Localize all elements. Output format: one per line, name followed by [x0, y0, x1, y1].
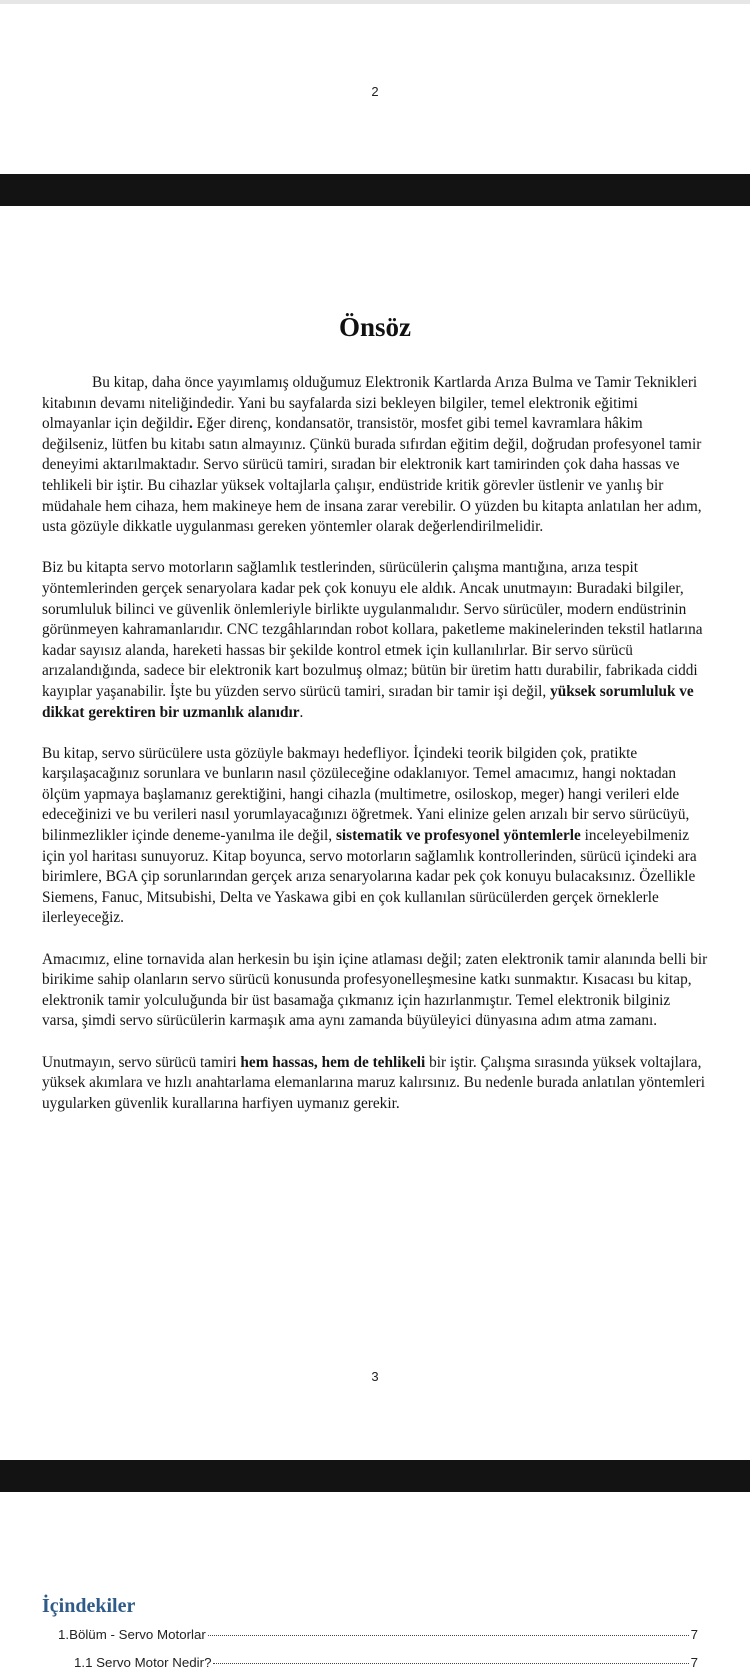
- preface-paragraph: [42, 1053, 708, 1115]
- page-separator-band: [0, 1460, 750, 1492]
- paragraph-text: Biz bu kitapta servo motorların sağlamlık testlerinden, sürücülerin çalışma mantığına, arıza tespit yöntemlerinden gerçek senaryolara kadar pek çok konuyu ele aldık. Ancak unutmayın: Buradaki bilgiler, sorumluluk bilinci ve güvenlik önlemleriyle birlikte uygulanmalıdır. Servo sürücüler, modern endüstrinin görünmeyen kahramanlarıdır. CNC tezgâhlarından robot kollara, paketleme makinelerinden tekstil hatlarına kadar sayısız alanda, hareketi hassas bir şekilde kontrol etmek için kullanılırlar. Bir servo sürücü arızalandığında, sadece bir elektronik kart bozulmuş olmaz; bütün bir üretim hattı durabilir, fabrikada ciddi kayıplar yaşanabilir. İşte bu yüzden servo sürücü tamiri, sıradan bir tamir işi değil,: [42, 559, 703, 700]
- page-separator-band: [0, 174, 750, 206]
- preface-title: Önsöz: [338, 312, 411, 342]
- page-number-top: 2: [371, 84, 379, 99]
- toc-entry-page: 7: [690, 1627, 698, 1642]
- preface-paragraph: [42, 558, 708, 723]
- paragraph-text: .: [299, 703, 304, 721]
- toc-entry-label: 1.Bölüm - Servo Motorlar: [58, 1627, 206, 1642]
- toc-dot-leader: [208, 1635, 689, 1636]
- emphasized-text: sistematik ve profesyonel yöntemlerle: [335, 827, 581, 845]
- emphasized-text: .: [188, 415, 193, 433]
- toc-entry-label: 1.1 Servo Motor Nedir?: [74, 1655, 212, 1670]
- paragraph-text: Eğer direnç, kondansatör, transistör, mosfet gibi temel kavramlara hâkim değilseniz, lütfen bu kitabı satın almayınız. Çünkü burada sıfırdan eğitim değil, doğrudan profesyonel tamir deneyimi aktarılmaktadır. Servo sürücü tamiri, sıradan bir elektronik kart tamirinden çok daha hassas ve tehlikeli bir iştir. Bu cihazlar yüksek voltajlarla çalışır, endüstride kritik görevler üstlenir ve yanlış bir müdahale hem cihaza, hem makineye hem de insana zarar verebilir. O yüzden bu kitapta anlatılan her adım, usta gözüyle dikkatle uygulanması gereken yöntemler olarak değerlendirilmelidir.: [42, 415, 702, 536]
- page-top-edge: [0, 0, 750, 4]
- preface-paragraph: [42, 373, 708, 538]
- paragraph-text: Bu kitap, daha önce yayımlamış olduğumuz Elektronik Kartlarda Arıza Bulma ve Tamir Teknikleri kitabının devamı niteliğindedir. Yani bu sayfalarda sizi bekleyen bilgiler, temel elektronik eğitimi olmayanlar için değildir: [42, 374, 698, 433]
- page-number-middle: 3: [371, 1369, 379, 1384]
- toc-title: İçindekiler: [42, 1595, 136, 1617]
- paragraph-text: inceleyebilmeniz için yol haritası sunuyoruz. Kitap boyunca, servo motorların sağlamlık kontrollerinden, sürücü içindeki ara birimlere, BGA çip sorunlarından gerçek arıza senaryolarına kadar pek çok konuyu bulacaksınız. Özellikle Siemens, Fanuc, Mitsubishi, Delta ve Yaskawa gibi en çok kullanılan sürücülerden gerçek örneklerle ilerleyeceğiz.: [42, 827, 697, 927]
- toc-entry[interactable]: [74, 1655, 698, 1670]
- toc-entry[interactable]: [58, 1627, 698, 1642]
- paragraph-text: Amacımız, eline tornavida alan herkesin bu işin içine atlaması değil; zaten elektronik tamir alanında belli bir birikime sahip olanların servo sürücü konusunda profesyonelleşmesine katkı sunmaktır. Kısacası bu kitap, elektronik tamir yolculuğunda bir üst basamağa çıkmanız için hazırlanmıştır. Temel elektronik bilginiz varsa, şimdi servo sürücülerin karmaşık ama aynı zamanda büyüleyici dünyasına adım atma zamanı.: [42, 950, 708, 1030]
- toc-dot-leader: [213, 1663, 688, 1664]
- emphasized-text: hem hassas, hem de tehlikeli: [240, 1053, 426, 1071]
- paragraph-text: Unutmayın, servo sürücü tamiri: [42, 1053, 241, 1071]
- paragraph-text: bir iştir. Çalışma sırasında yüksek voltajlara, yüksek akımlara ve hızlı anahtarlama elemanlarına maruz kalırsınız. Bu nedenle burada anlatılan yöntemleri uygularken güvenlik kurallarına harfiyen uymanız gerekir.: [42, 1053, 706, 1112]
- emphasized-text: yüksek sorumluluk ve dikkat gerektiren bir uzmanlık alanıdır: [42, 682, 694, 721]
- paragraph-text: Bu kitap, servo sürücülere usta gözüyle bakmayı hedefliyor. İçindeki teorik bilgiden çok, pratikte karşılaşacağınız sorunlara ve bunların nasıl çözüleceğine odaklanıyor. Temel amacımız, hangi noktadan ölçüm yapmaya başlamanız gerektiğini, hangi cihazla (multimetre, osiloskop, meger) hangi verileri elde edeceğinizi ve bu verileri nasıl yorumlayacağınızı öğretmek. Yani elinize gelen arızalı bir servo sürücüyü, bilinmezlikler içinde deneme-yanılma ile değil,: [42, 744, 690, 845]
- toc-entry-page: 7: [690, 1655, 698, 1670]
- preface-paragraph: [42, 744, 708, 929]
- preface-body: [42, 373, 708, 1135]
- preface-paragraph: [42, 950, 708, 1032]
